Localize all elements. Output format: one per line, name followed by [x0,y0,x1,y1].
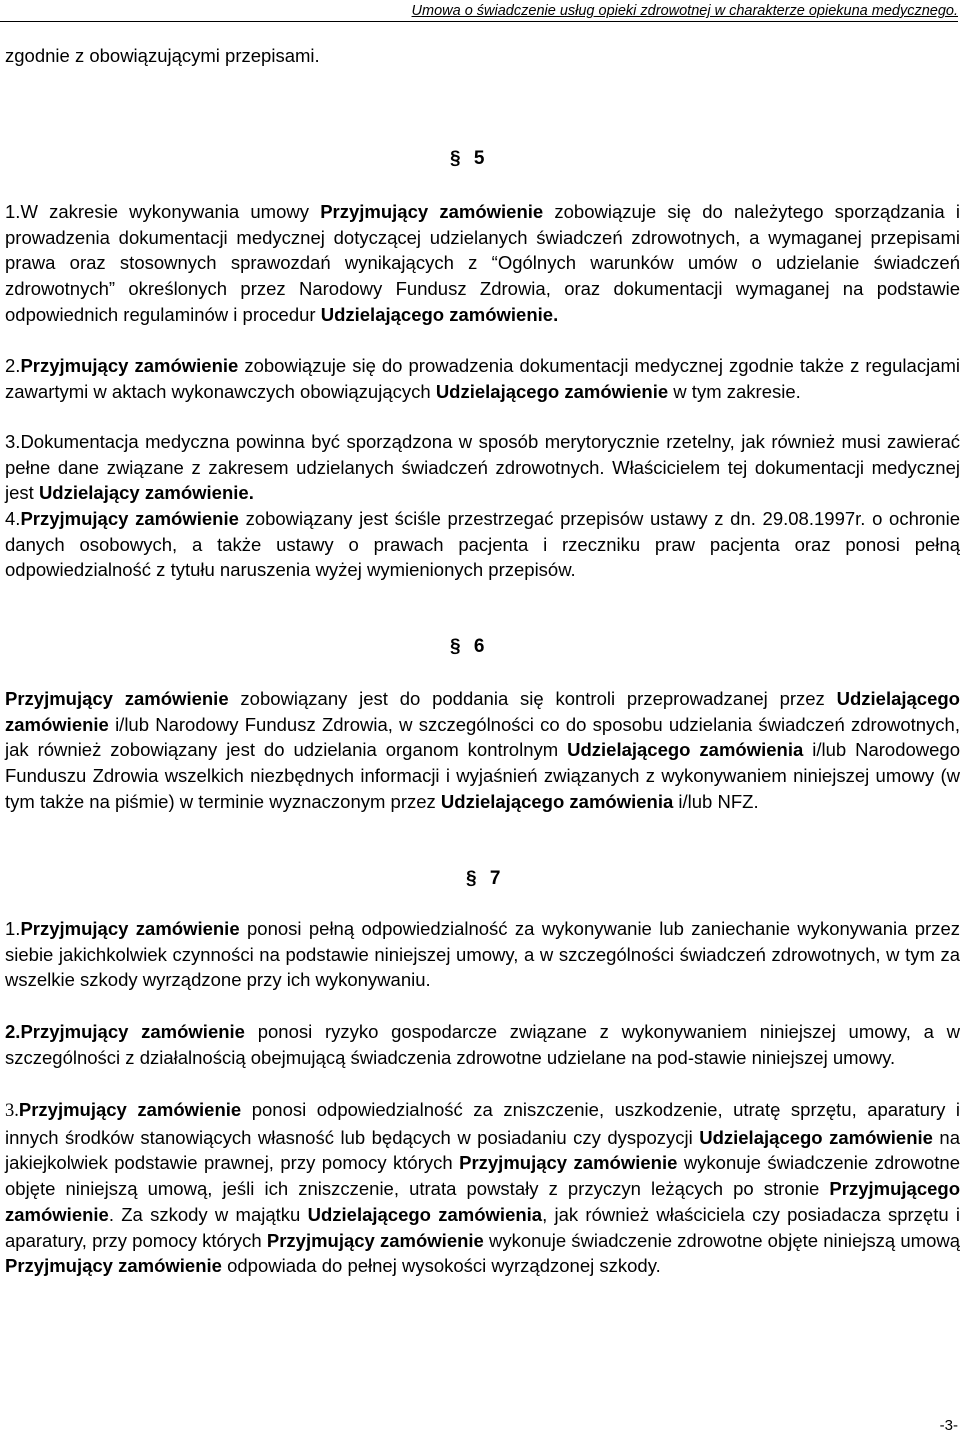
section-number: 6 [473,636,485,657]
bold-text: Przyjmującego zamówienie [5,1178,960,1225]
text: zobowiązany jest ściśle przestrzegać przepisów ustawy z dn. 29.08.1997r. o ochronie danych osobowych, a także ustawy o prawach pacjenta i rzeczniku praw pacjenta oraz ponosi pełną odpowiedzialność z tytułu naruszenia wyżej wymienionych przepisów. [5,508,960,581]
section-number: 7 [489,868,501,889]
text: Dokumentacja medyczna powinna być sporządzona w sposób merytorycznie rzetelny, jak również musi zawierać pełne dane związane z zakresem udzielanych świadczeń zdrowotnych. Właścicielem tej dokumentacji medycznej jest [5,431,960,504]
text: zobowiązuje się do prowadzenia dokumentacji medycznej zgodnie także z regulacjami zawartymi w aktach wykonawczych obowiązujących [5,355,960,402]
text: wykonuje świadczenie zdrowotne objęte niniejszą umową, jeśli ich zniszczenie, utrata powstały z przyczyn leżących po stronie [5,1152,960,1200]
text: , jak również właściciela czy posiadacza sprzętu i aparatury, przy pomocy których [5,1203,960,1251]
bold-text: Udzielającego zamówienie [5,688,960,735]
section-5-heading [450,146,484,172]
text: ponosi ryzyko gospodarcze związane z wykonywaniem niniejszej umowy, a w szczególności z działalnością obejmującą świadczenia zdrowotne udzielane na pod-stawie niniejszej umowy. [5,1021,960,1068]
bold-text: Udzielającego zamówienie [435,380,669,402]
section-6-paragraph [5,686,960,815]
text: zobowiązuje się do należytego sporządzania i prowadzenia dokumentacji medycznej dotyczącej udzielanych świadczeń zdrowotnych, a wymaganej przepisami prawa oraz stosownych sprawozdań wynikających z “Ogólnych warunków umów o udzielanie świadczeń zdrowotnych” określonych przez Narodowy Fundusz Zdrowia, oraz dokumentacji wymaganej na podstawie odpowiednich regulaminów i procedur [5,201,960,325]
section-number: 5 [473,148,485,169]
point-number: 1. [5,918,21,939]
bold-text: Przyjmujący zamówienie [5,688,229,709]
paragraph-sign-icon: § [450,148,461,169]
bold-text: Udzielającego zamówienia [567,739,804,761]
bold-text: Udzielającego zamówienie. [320,303,559,325]
text: i/lub NFZ. [673,790,759,812]
point-number: 1. [5,201,21,222]
section-5-point-3 [5,429,960,506]
section-5-point-2 [5,353,960,404]
page-number: -3- [939,1417,958,1434]
bold-text: Udzielającego zamówienie [699,1126,933,1148]
point-number: 2. [5,355,21,376]
bold-text: Przyjmujący zamówienie [459,1152,678,1174]
paragraph-sign-icon: § [466,868,477,889]
bold-text: Przyjmujący zamówienie [20,1021,245,1042]
section-7-point-1 [5,916,960,993]
section-7-point-3 [5,1097,960,1279]
section-7-heading [466,866,500,892]
text: i/lub Narodowego Funduszu Zdrowia wszelkich niezbędnych informacji i wyjaśnień związanych z wykonywaniem niniejszej umowy (w tym także na piśmie) w terminie wyznaczonym przez [5,739,960,812]
bold-text: Udzielający zamówienie. [38,482,254,504]
bold-text: Udzielającego zamówienia [307,1203,543,1225]
bold-text: Przyjmujący zamówienie [18,1099,242,1120]
bold-text: Przyjmujący zamówienie [266,1229,484,1251]
point-number: 3. [5,1101,19,1121]
section-7-point-2 [5,1019,960,1070]
page-header [0,2,958,22]
text: zobowiązany jest do poddania się kontroli przeprowadzanej przez [228,688,837,709]
section-6-heading [450,634,484,660]
point-number: 2. [5,1021,21,1042]
section-5-point-4 [5,506,960,583]
bold-text: Przyjmujący zamówienie [20,508,239,529]
text: wykonuje świadczenie zdrowotne objęte niniejszą umową [483,1229,960,1251]
text: ponosi odpowiedzialność za zniszczenie, uszkodzenie, utratę sprzętu, aparatury i innych środków stanowiących własność lub będących w posiadaniu czy dyspozycji [5,1099,960,1148]
intro-line: zgodnie z obowiązującymi przepisami. [5,45,320,66]
text: W zakresie wykonywania umowy [20,201,321,222]
header-title: Umowa o świadczenie usług opieki zdrowotnej w charakterze opiekuna medycznego. [411,3,958,19]
text: ponosi pełną odpowiedzialność za wykonywanie lub zaniechanie wykonywania przez siebie jakichkolwiek czynności na podstawie niniejszej umowy, a w szczególności świadczeń zdrowotnych, w tym za wszelkie szkody wyrządzone przy ich wykonywaniu. [5,918,960,991]
text: . Za szkody w majątku [108,1203,308,1225]
point-number: 4. [5,508,21,529]
text: w tym zakresie. [668,380,801,402]
bold-text: Przyjmujący zamówienie [5,1255,222,1277]
text: i/lub Narodowy Fundusz Zdrowia, w szczególności co do sposobu udzielania świadczeń zdrowotnych, jak również zobowiązany jest do udzielania organom kontrolnym [5,713,960,761]
point-number: 3. [5,431,21,452]
section-5-point-1 [5,199,960,328]
bold-text: Udzielającego zamówienia [440,790,674,812]
paragraph-sign-icon: § [450,636,461,657]
text: na jakiejkolwiek podstawie prawnej, przy pomocy których [5,1126,960,1174]
bold-text: Przyjmujący zamówienie [320,201,544,222]
bold-text: Przyjmujący zamówienie [20,355,239,376]
bold-text: Przyjmujący zamówienie [20,918,240,939]
text: odpowiada do pełnej wysokości wyrządzonej szkody. [221,1255,661,1277]
